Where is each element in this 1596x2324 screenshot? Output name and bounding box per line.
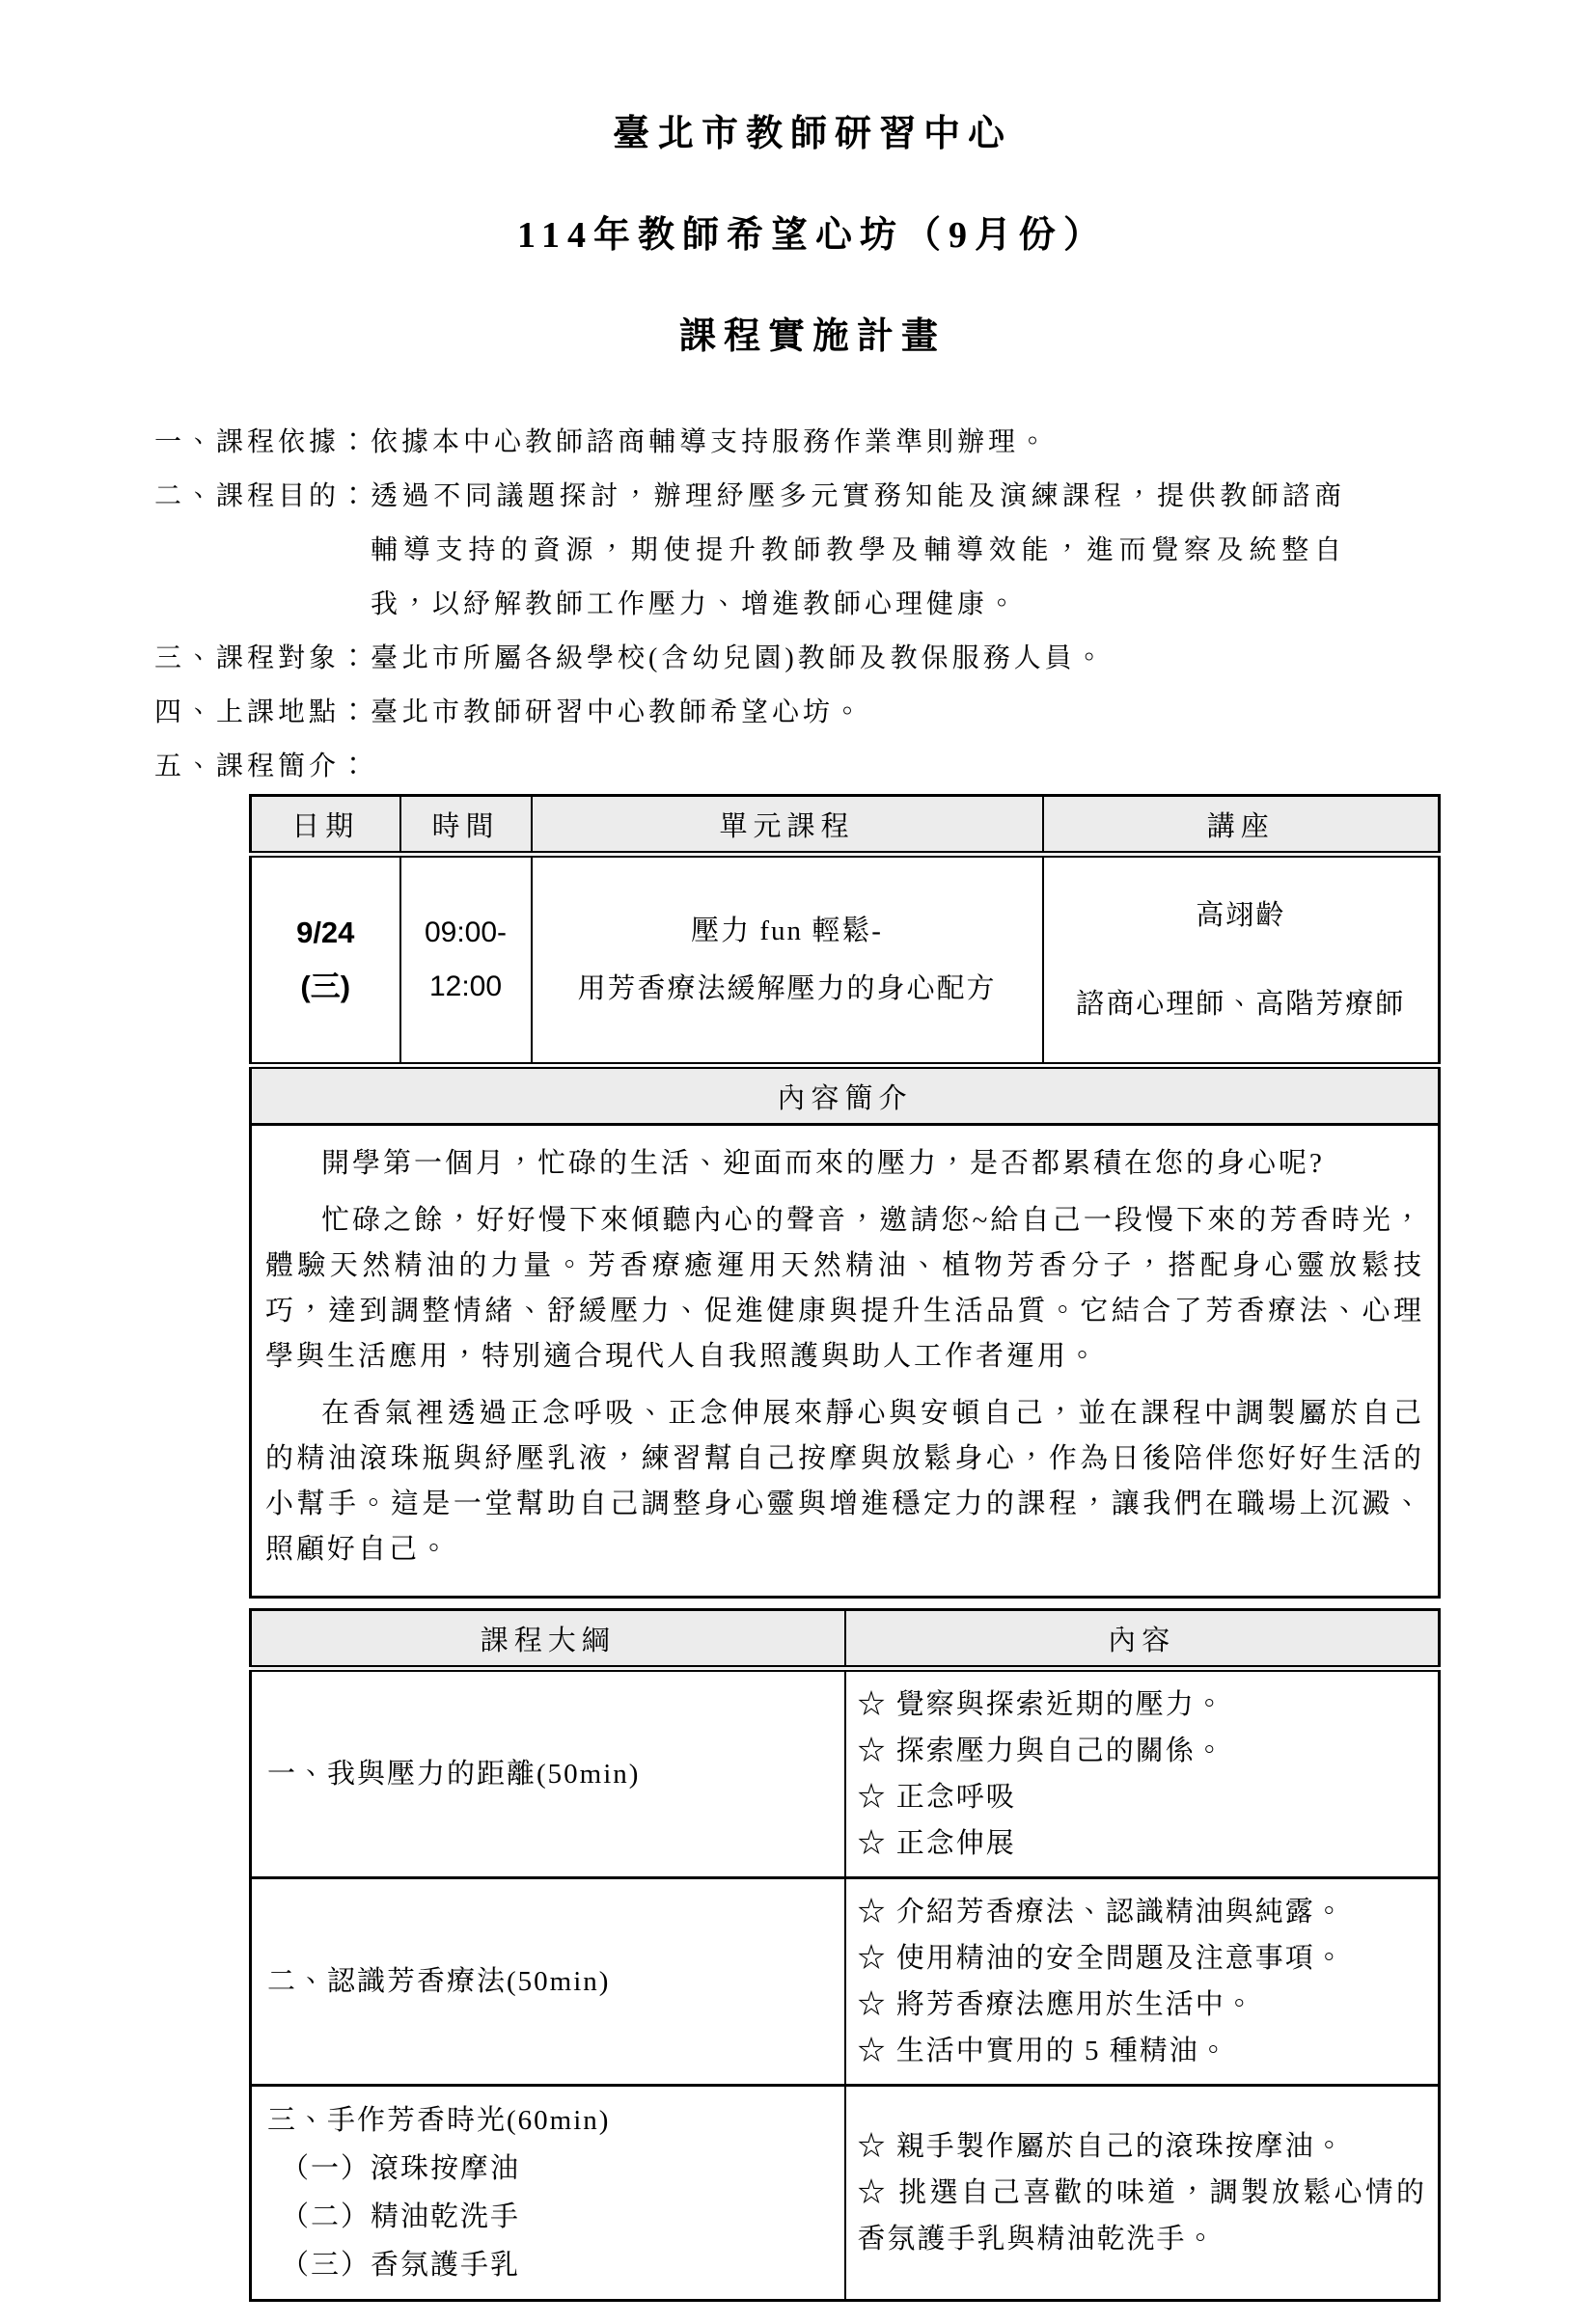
intro-paragraph-1: 開學第一個月，忙碌的生活、迎面而來的壓力，是否都累積在您的身心呢? [321,1148,1325,1179]
item-location [154,686,1471,740]
col-header-outline: 課程大綱 [251,1610,845,1669]
item-purpose-label: 二、課程目的： [154,481,371,511]
col-header-content: 內容 [845,1610,1440,1669]
content-1-bullet-1: ☆ 覺察與探索近期的壓力。 [857,1689,1225,1720]
outline-3-sub-1: （一）滾珠按摩油 [281,2153,521,2184]
document-header [154,0,1471,359]
cell-lecturer [1043,855,1440,1066]
cell-time [400,855,532,1066]
content-1-bullet-4: ☆ 正念伸展 [857,1828,1016,1859]
outline-row-3 [251,2086,1440,2301]
outline-3-sub-2: （二）精油乾洗手 [281,2201,521,2232]
content-2-bullet-2: ☆ 使用精油的安全問題及注意事項。 [857,1943,1345,1974]
content-3-bullet-2: ☆ 挑選自己喜歡的味道，調製放鬆心情的香氛護手乳與精油乾洗手。 [857,2177,1426,2255]
content-2-bullet-4: ☆ 生活中實用的 5 種精油。 [857,2036,1229,2066]
date-value: 9/24 [296,916,355,949]
plan-title: 課程實施計畫 [678,316,946,357]
schedule-row [251,855,1440,1066]
item-location-text: 臺北市教師研習中心教師希望心坊。 [371,697,866,727]
col-header-course: 單元課程 [532,796,1043,855]
outline-3-title: 三、手作芳香時光(60min) [267,2105,611,2136]
content-3-bullet-1: ☆ 親手製作屬於自己的滾珠按摩油。 [857,2131,1345,2162]
outline-1-title: 一、我與壓力的距離(50min) [267,1759,641,1790]
content-intro-cell [251,1125,1440,1598]
col-header-date: 日期 [251,796,400,855]
content-1-bullet-3: ☆ 正念呼吸 [857,1782,1016,1813]
outline-row-1 [251,1669,1440,1878]
content-cell-1 [845,1669,1440,1878]
cell-date [251,855,400,1066]
lecturer-name: 高翊齡 [1196,900,1286,931]
outline-table [249,1608,1441,2302]
item-audience [154,632,1471,686]
course-title-line2: 用芳香療法緩解壓力的身心配方 [577,973,997,1004]
content-1-bullet-2: ☆ 探索壓力與自己的關係。 [857,1736,1225,1766]
item-audience-text: 臺北市所屬各級學校(含幼兒園)教師及教保服務人員。 [371,643,1107,673]
intro-paragraph-2: 忙碌之餘，好好慢下來傾聽內心的聲音，邀請您~給自己一段慢下來的芳香時光，體驗天然精油的力量。芳香療癒運用天然精油、植物芳香分子，搭配身心靈放鬆技巧，達到調整情緒、舒緩壓力、促進健康與提升生活品質。它結合了芳香療法、心理學與生活應用，特別適合現代人自我照護與助人工作者運用。 [265,1205,1424,1372]
outline-3-sub-3: （三）香氛護手乳 [281,2250,521,2281]
intro-paragraph-3: 在香氣裡透過正念呼吸、正念伸展來靜心與安頓自己，並在課程中調製屬於自己的精油滾珠瓶與紓壓乳液，練習幫自己按摩與放鬆身心，作為日後陪伴您好好生活的小幫手。這是一堂幫助自己調整身心靈與增進穩定力的課程，讓我們在職場上沉澱、照顧好自己。 [265,1398,1424,1565]
item-basis [154,416,1471,470]
date-weekday: (三) [300,970,351,1003]
schedule-table [249,794,1441,1599]
time-start: 09:00- [424,916,508,948]
item-basis-text: 依據本中心教師諮商輔導支持服務作業準則辦理。 [371,427,1051,457]
outline-cell-3 [251,2086,845,2301]
outline-cell-2 [251,1878,845,2086]
content-2-bullet-3: ☆ 將芳香療法應用於生活中。 [857,1989,1255,2020]
outline-cell-1 [251,1669,845,1878]
lecturer-credentials: 諮商心理師、高階芳療師 [1076,989,1406,1020]
item-purpose [154,470,1471,632]
col-header-time: 時間 [400,796,532,855]
program-title: 114年教師希望心坊（9月份） [517,215,1108,256]
schedule-header-row [251,796,1440,855]
time-end: 12:00 [428,971,503,1002]
outline-header-row [251,1610,1440,1669]
content-intro-row [251,1125,1440,1598]
org-title: 臺北市教師研習中心 [612,114,1012,154]
course-title-line1: 壓力 fun 輕鬆- [691,916,883,946]
cell-course [532,855,1043,1066]
item-location-label: 四、上課地點： [154,697,371,727]
item-overview-label: 五、課程簡介： [154,752,371,781]
content-2-bullet-1: ☆ 介紹芳香療法、認識精油與純露。 [857,1897,1345,1928]
plan-items [154,416,1471,794]
content-intro-header-row [251,1066,1440,1125]
item-basis-label: 一、課程依據： [154,427,371,457]
item-audience-label: 三、課程對象： [154,643,371,673]
item-purpose-text: 透過不同議題探討，辦理紓壓多元實務知能及演練課程，提供教師諮商輔導支持的資源，期使提升教師教學及輔導效能，進而覺察及統整自我，以紓解教師工作壓力、增進教師心理健康。 [371,481,1346,619]
content-cell-2 [845,1878,1440,2086]
outline-row-2 [251,1878,1440,2086]
col-header-lecturer: 講座 [1043,796,1440,855]
content-intro-title: 內容簡介 [251,1066,1440,1125]
content-cell-3 [845,2086,1440,2301]
item-overview [154,740,1471,794]
outline-2-title: 二、認識芳香療法(50min) [267,1966,611,1997]
